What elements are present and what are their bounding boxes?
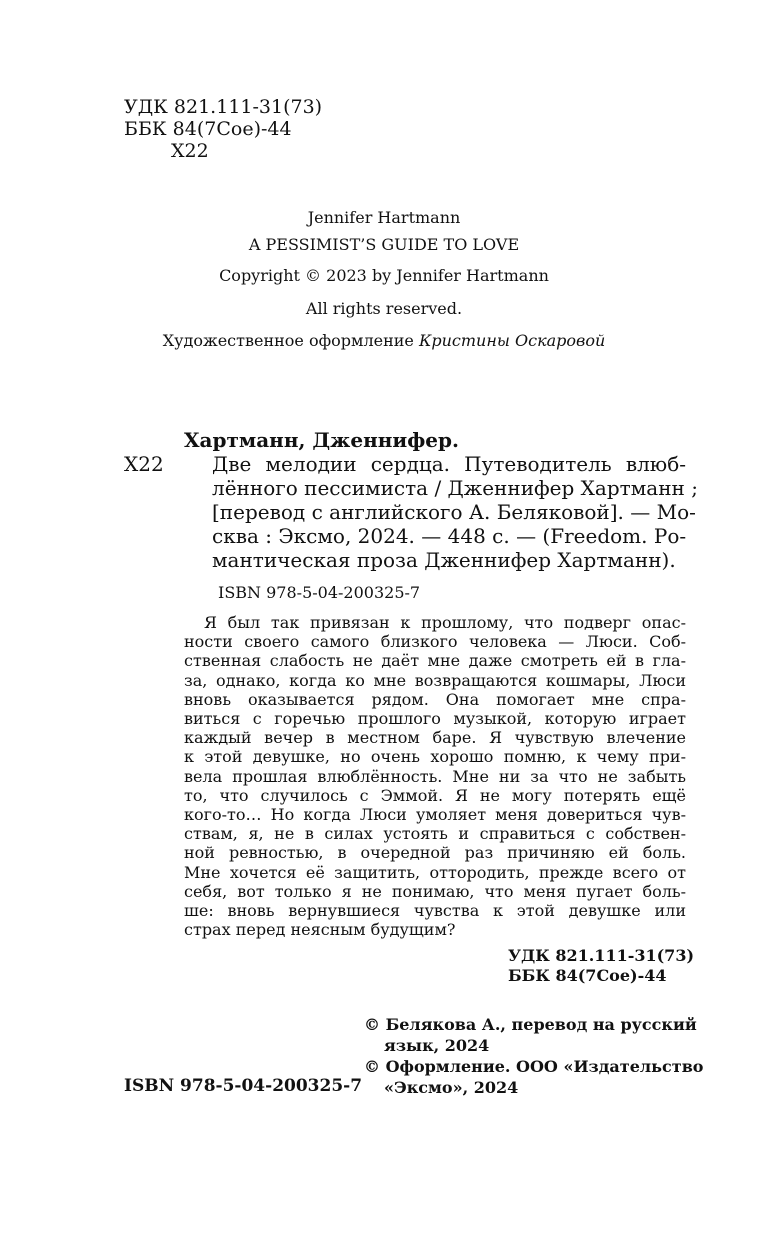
annotation-line: себя, вот только я не понимаю, что меня пугает боль- — [184, 881, 686, 901]
art-designer-name: Кристины Оскаровой — [418, 331, 606, 350]
record-line: лённого пессимиста / Дженнифер Хартманн ; — [212, 476, 698, 500]
rights-reserved: All rights reserved. — [305, 299, 463, 318]
record-line: сква : Эксмо, 2024. — 448 с. — (Freedom. Ро- — [212, 524, 687, 548]
translation-copyright: © Белякова А., перевод на русский — [364, 1015, 697, 1034]
art-design-credit — [0, 331, 768, 350]
annotation — [184, 613, 686, 939]
bibliographic-record — [124, 428, 698, 572]
footer-classification-codes — [508, 946, 694, 986]
annotation-line: ствам, я, не в силах устоять и справиться с собствен- — [184, 824, 686, 844]
copyright-notices — [364, 1014, 704, 1098]
annotation-line: то, что случилось с Эммой. Я не могу потерять ещё — [184, 785, 686, 805]
udk-code: УДК 821.111-31(73) — [124, 96, 323, 118]
translation-copyright-cont: язык, 2024 — [384, 1036, 490, 1055]
original-copyright: Copyright © 2023 by Jennifer Hartmann — [219, 266, 549, 285]
record-line: Две мелодии сердца. Путеводитель влюб- — [212, 452, 686, 476]
header-classification-codes — [124, 96, 322, 162]
record-line: мантическая проза Дженнифер Хартманн). — [212, 548, 676, 572]
record-author-mark: Х22 — [124, 452, 164, 476]
annotation-line: за, однако, когда ко мне возвращаются кошмары, Люси — [184, 670, 686, 690]
annotation-line: страх перед неясным будущим? — [184, 920, 456, 940]
annotation-line: к этой девушке, но очень хорошо помню, к чему при- — [184, 747, 686, 767]
annotation-line: ше: вновь вернувшиеся чувства к этой девушке или — [184, 901, 686, 921]
original-author: Jennifer Hartmann — [307, 208, 461, 227]
art-design-label: Художественное оформление — [162, 331, 414, 350]
record-body — [124, 452, 698, 572]
annotation-line: ственная слабость не даёт мне даже смотреть ей в гла- — [184, 651, 686, 671]
annotation-line: ной ревностью, в очередной раз причиняю ей боль. — [184, 843, 686, 863]
record-heading: Хартманн, Дженнифер. — [184, 428, 459, 452]
footer-bbk-code: ББК 84(7Сое)-44 — [508, 966, 667, 985]
annotation-line: Я был так привязан к прошлому, что подверг опас- — [204, 613, 686, 632]
original-title: A PESSIMIST’S GUIDE TO LOVE — [248, 235, 520, 254]
annotation-line: вела прошлая влюблённость. Мне ни за что не забыть — [184, 766, 686, 786]
annotation-line: кого-то… Но когда Люси умоляет меня довериться чув- — [184, 805, 686, 825]
design-copyright: © Оформление. ООО «Издательство — [364, 1057, 704, 1076]
annotation-line: каждый вечер в местном баре. Я чувствую влечение — [184, 728, 686, 748]
annotation-line: Мне хочется её защитить, оттородить, прежде всего от — [184, 862, 686, 882]
annotation-line: вновь оказывается рядом. Она помогает мне спра- — [184, 689, 686, 709]
footer-udk-code: УДК 821.111-31(73) — [508, 946, 695, 965]
record-isbn: ISBN 978-5-04-200325-7 — [218, 583, 421, 602]
bbk-code: ББК 84(7Сое)-44 — [124, 118, 292, 140]
record-line: [перевод с английского А. Беляковой]. — Мо- — [212, 500, 696, 524]
design-copyright-cont: «Эксмо», 2024 — [384, 1078, 519, 1097]
annotation-line: ности своего самого близкого человека — Люси. Соб- — [184, 632, 686, 652]
annotation-line: виться с горечью прошлого музыкой, которую играет — [184, 709, 686, 729]
author-mark: Х22 — [171, 140, 209, 162]
isbn-bottom: ISBN 978-5-04-200325-7 — [124, 1076, 363, 1096]
